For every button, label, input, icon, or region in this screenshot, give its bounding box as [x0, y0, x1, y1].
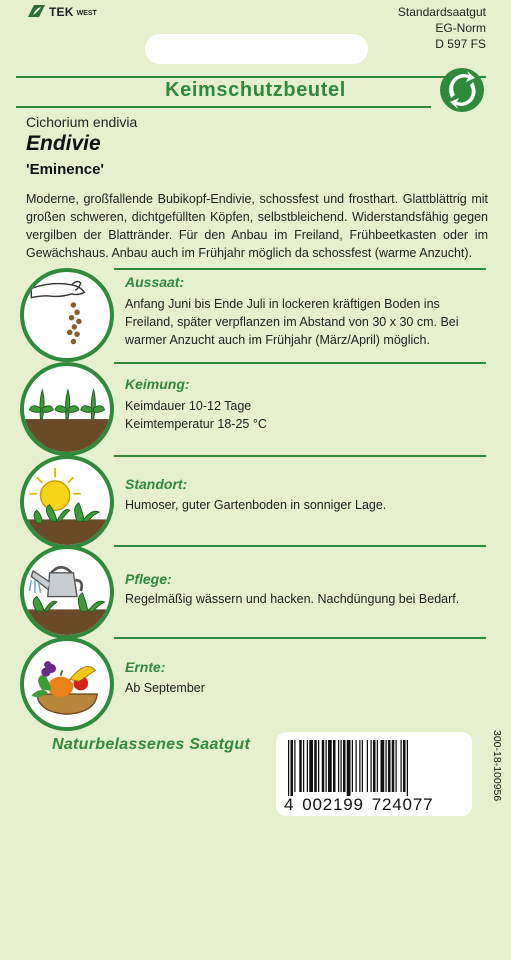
- brand-name: TEK: [49, 4, 74, 19]
- barcode-bar: [291, 740, 294, 796]
- barcode-bar: [294, 740, 295, 792]
- barcode-bar: [377, 740, 378, 792]
- barcode-bar: [326, 740, 327, 792]
- barcode-bar: [333, 740, 336, 792]
- barcode-bar: [314, 740, 317, 792]
- barcode-bar: [322, 740, 325, 792]
- barcode-bar: [362, 740, 363, 792]
- barcode-bar: [347, 740, 351, 796]
- section-divider: [114, 455, 486, 457]
- barcode-bar: [307, 740, 308, 792]
- barcode-bar: [381, 740, 385, 792]
- title-band: Keimschutzbeutel: [165, 79, 346, 101]
- barcode-bar: [356, 740, 357, 792]
- section-text: Regelmäßig wässern und hacken. Nachdüngung bei Bedarf.: [125, 592, 460, 606]
- barcode-digits-right: 724077: [371, 795, 434, 814]
- section-divider: [114, 268, 486, 270]
- standard-info: [398, 4, 486, 52]
- barcode-bar: [343, 740, 346, 792]
- barcode-bar: [288, 740, 289, 796]
- barcode-bar: [299, 740, 302, 792]
- plant-name: Endivie: [26, 132, 101, 155]
- section-divider: [114, 637, 486, 639]
- brand-logo: [26, 4, 97, 19]
- barcode-bar: [338, 740, 339, 792]
- sowing-hand-icon: [20, 268, 114, 362]
- vegetable-basket-icon: [20, 637, 114, 731]
- natural-seed-label: Naturbelassenes Saatgut: [52, 736, 251, 753]
- barcode-bar: [407, 740, 408, 796]
- section-text: Keimdauer 10-12 Tage Keimtemperatur 18-25 °C: [125, 399, 267, 431]
- leaf-logo-icon: [26, 4, 46, 19]
- barcode-bar: [392, 740, 395, 792]
- section-title: Ernte:: [125, 659, 166, 675]
- barcode-bar: [352, 740, 353, 792]
- barcode-bar: [309, 740, 313, 792]
- variety-name: 'Eminence': [26, 161, 104, 178]
- barcode-number: [284, 795, 464, 815]
- section-text: Ab September: [125, 681, 205, 695]
- barcode-bar: [403, 740, 406, 792]
- description-text: Moderne, großfallende Bubikopf-Endivie, schossfest und frosthart. Glattblättrig mit großen schweren, dichtgefüllten Köpfen, selbstbleichend. Widerstandsfähig gegen vergilben der Blattränder. Für den Anbau im Freiland, Frühbeetkasten oder im Gewächshaus. Anbau auch im Frühjahr möglich da schossfest (warme Anzucht).: [26, 192, 488, 260]
- barcode-bar: [341, 740, 342, 792]
- article-code-text: 300-18-100956: [491, 730, 503, 802]
- barcode-bar: [373, 740, 376, 792]
- barcode-bar: [367, 740, 368, 792]
- section-title: Keimung:: [125, 376, 190, 392]
- standard-line: D 597 FS: [435, 37, 486, 51]
- seedlings-icon: [20, 362, 114, 456]
- title-top-rule: [16, 76, 486, 78]
- blank-label-field: [145, 34, 368, 64]
- section-divider: [114, 545, 486, 547]
- barcode-bar: [328, 740, 332, 792]
- section-text: Anfang Juni bis Ende Juli in lockeren kräftigen Boden ins Freiland, später verpflanzen im Abstand von 30 x 30 cm. Bei warmer Anzucht auch im Frühjahr (März/April) möglich.: [125, 297, 459, 347]
- section-title: Aussaat:: [125, 274, 185, 290]
- barcode-bar: [318, 740, 319, 792]
- barcode: [276, 732, 472, 816]
- section-title: Standort:: [125, 476, 188, 492]
- barcode-digit-first: 4: [284, 795, 295, 814]
- title-bottom-rule: [16, 106, 431, 108]
- section-divider: [114, 362, 486, 364]
- barcode-bar: [371, 740, 372, 792]
- section-text: Humoser, guter Gartenboden in sonniger Lage.: [125, 498, 387, 512]
- green-dot-recycling-icon: [439, 67, 485, 113]
- latin-name: Cichorium endivia: [26, 114, 138, 130]
- standard-line: EG-Norm: [435, 21, 486, 35]
- barcode-bars: [286, 740, 462, 796]
- barcode-digits-left: 002199: [302, 795, 364, 814]
- section-title: Pflege:: [125, 571, 172, 587]
- article-code: [477, 730, 507, 820]
- barcode-bar: [396, 740, 397, 792]
- sun-plants-icon: [20, 455, 114, 549]
- watering-can-icon: [20, 545, 114, 639]
- barcode-bar: [401, 740, 402, 792]
- barcode-bar: [303, 740, 304, 792]
- brand-suffix: WEST: [76, 9, 97, 17]
- barcode-bar: [359, 740, 360, 792]
- barcode-bar: [388, 740, 391, 792]
- standard-line: Standardsaatgut: [397, 5, 486, 19]
- barcode-bar: [386, 740, 387, 792]
